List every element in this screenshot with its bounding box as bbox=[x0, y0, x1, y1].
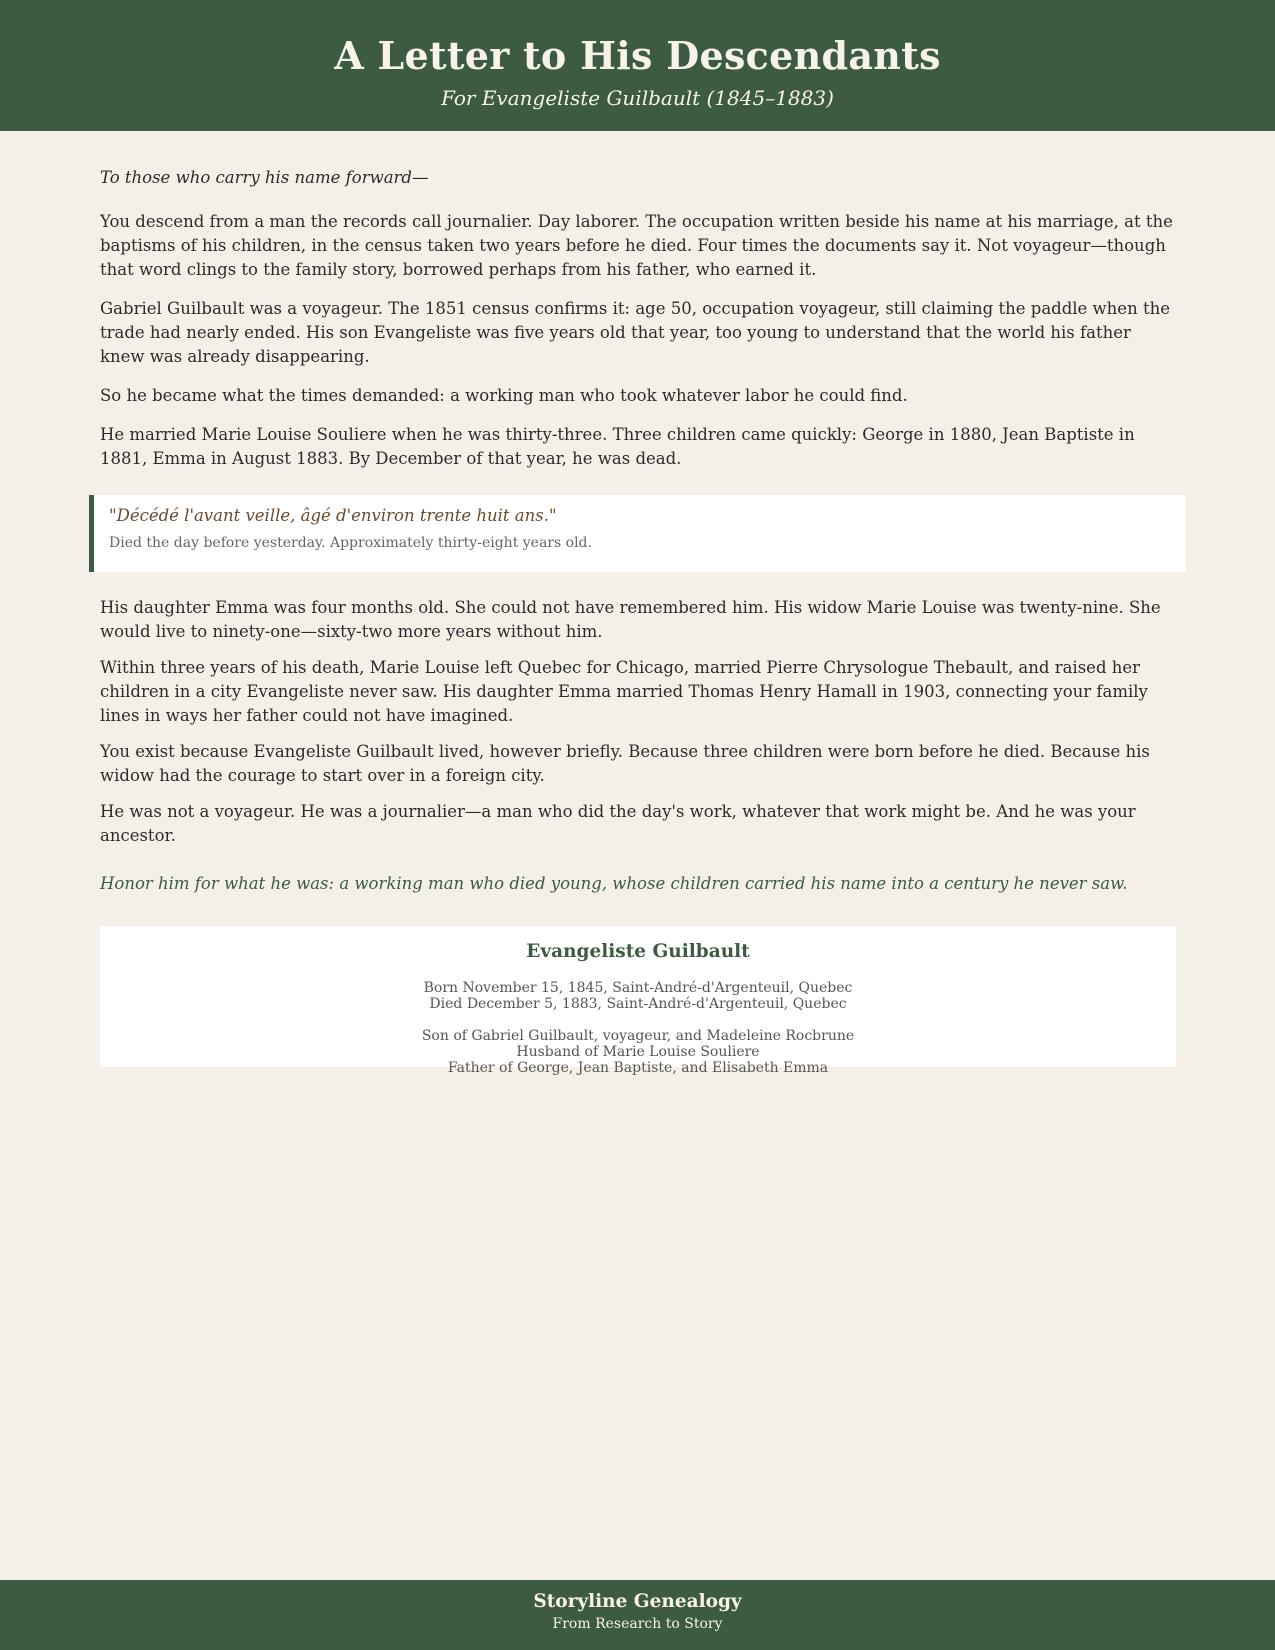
record-quote bbox=[89, 495, 1186, 572]
letter-salutation: To those who carry his name forward— bbox=[100, 168, 429, 187]
quote-translation: Died the day before yesterday. Approximately thirty-eight years old. bbox=[109, 535, 592, 551]
memorial-card bbox=[100, 926, 1176, 1076]
letter-closing: Honor him for what he was: a working man who died young, whose children carried his name into a century he never saw. bbox=[100, 874, 1128, 893]
memorial-husband-of: Husband of Marie Louise Souliere bbox=[516, 1044, 760, 1060]
letter-paragraph: Within three years of his death, Marie Louise left Quebec for Chicago, married Pierre Chrysologue Thebault, and raised her children in a city Evangeliste never saw. His daughter Emma married Thomas Henry Hamall in 1903, connecting your family lines in ways her father could not have imagined. bbox=[100, 658, 1148, 725]
letter-paragraph: You exist because Evangeliste Guilbault lived, however briefly. Because three children were born before he died. Because his widow had the courage to start over in a foreign city. bbox=[100, 742, 1150, 785]
letter-paragraph: So he became what the times demanded: a working man who took whatever labor he could find. bbox=[100, 386, 908, 405]
memorial-father-of: Father of George, Jean Baptiste, and Elisabeth Emma bbox=[447, 1060, 829, 1076]
page-subtitle: For Evangeliste Guilbault (1845–1883) bbox=[441, 86, 834, 110]
memorial-son-of: Son of Gabriel Guilbault, voyageur, and Madeleine Rocbrune bbox=[421, 1028, 855, 1044]
letter-paragraph: You descend from a man the records call journalier. Day laborer. The occupation written beside his name at his marriage, at the baptisms of his children, in the census taken two years before he died. Four times the documents say it. Not voyageur—though that word clings to the family story, borrowed perhaps from his father, who earned it. bbox=[100, 212, 1173, 279]
memorial-born: Born November 15, 1845, Saint-André-d'Argenteuil, Quebec bbox=[423, 980, 853, 996]
memorial-died: Died December 5, 1883, Saint-André-d'Argenteuil, Quebec bbox=[429, 996, 847, 1012]
letter-paragraph: He married Marie Louise Souliere when he was thirty-three. Three children came quickly: George in 1880, Jean Baptiste in 1881, Emma in August 1883. By December of that year, he was dead. bbox=[100, 425, 1135, 468]
letter-body bbox=[100, 166, 1176, 896]
page-title: A Letter to His Descendants bbox=[334, 33, 941, 78]
quote-original-french: "Décédé l'avant veille, âgé d'environ trente huit ans." bbox=[109, 506, 557, 525]
page-footer bbox=[0, 1580, 1275, 1650]
letter-paragraph: Gabriel Guilbault was a voyageur. The 1851 census confirms it: age 50, occupation voyageur, still claiming the paddle when the trade had nearly ended. His son Evangeliste was five years old that year, too young to understand that the world his father knew was already disappearing. bbox=[100, 299, 1170, 366]
letter-paragraph: His daughter Emma was four months old. She could not have remembered him. His widow Marie Louise was twenty-nine. She would live to ninety-one—sixty-two more years without him. bbox=[100, 598, 1161, 641]
footer-tagline: From Research to Story bbox=[552, 1616, 723, 1632]
footer-brand: Storyline Genealogy bbox=[533, 1591, 742, 1612]
page-header bbox=[0, 0, 1275, 131]
letter-paragraph: He was not a voyageur. He was a journalier—a man who did the day's work, whatever that work might be. And he was your ancestor. bbox=[100, 802, 1136, 845]
memorial-name: Evangeliste Guilbault bbox=[526, 941, 750, 962]
